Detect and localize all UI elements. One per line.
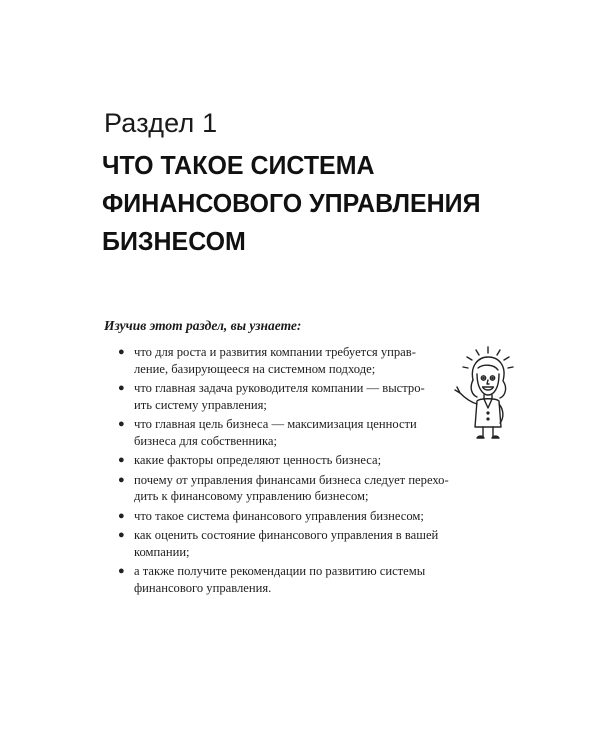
bullet-icon: ● [118, 454, 125, 466]
list-item-line: финансового управления. [134, 580, 272, 595]
bullet-icon: ● [118, 346, 125, 358]
list-item [118, 472, 448, 505]
intro-text: Изучив этот раздел, вы узнаете: [104, 318, 302, 333]
list-item-line: ить систему управления; [134, 397, 267, 412]
section-title-line: ФИНАНСОВОГО УПРАВЛЕНИЯ [102, 188, 481, 218]
list-item-line: дить к финансовому управлению бизнесом; [134, 489, 369, 503]
cartoon-woman-idea-icon [452, 344, 524, 444]
list-item-line: бизнеса для собственника; [134, 433, 277, 448]
list-item [118, 380, 448, 413]
section-title [102, 146, 505, 260]
learning-outcomes-list [118, 344, 448, 599]
list-item-line: что главная цель бизнеса — максимизация ценности [134, 417, 417, 431]
section-title-line: ЧТО ТАКОЕ СИСТЕМА [102, 150, 375, 180]
list-item-line: ление, базирующееся на системном подходе; [134, 361, 376, 376]
section-label: Раздел 1 [104, 108, 218, 138]
list-item [118, 452, 448, 469]
list-item-line: что главная задача руководителя компании — выстро- [134, 381, 425, 395]
list-item [118, 508, 448, 525]
list-item-line: почему от управления финансами бизнеса следует перехо- [134, 472, 449, 487]
bullet-icon: ● [118, 565, 125, 577]
bullet-icon: ● [118, 473, 125, 486]
list-item-line: компании; [134, 544, 190, 559]
list-item-line: как оценить состояние финансового управления в вашей [134, 528, 439, 542]
list-item [118, 563, 448, 596]
bullet-icon: ● [118, 509, 125, 522]
bullet-icon: ● [118, 382, 125, 394]
list-item [118, 527, 448, 560]
section-title-line: БИЗНЕСОМ [102, 226, 246, 256]
list-item-line: какие факторы определяют ценность бизнеса; [134, 453, 382, 467]
bullet-icon: ● [118, 529, 125, 541]
list-item-line: что для роста и развития компании требуется управ- [134, 345, 416, 359]
bullet-icon: ● [118, 418, 125, 430]
list-item [118, 416, 448, 449]
list-item [118, 344, 448, 377]
list-item-line: а также получите рекомендации по развитию системы [134, 564, 426, 578]
list-item-line: что такое система финансового управления бизнесом; [134, 508, 424, 523]
